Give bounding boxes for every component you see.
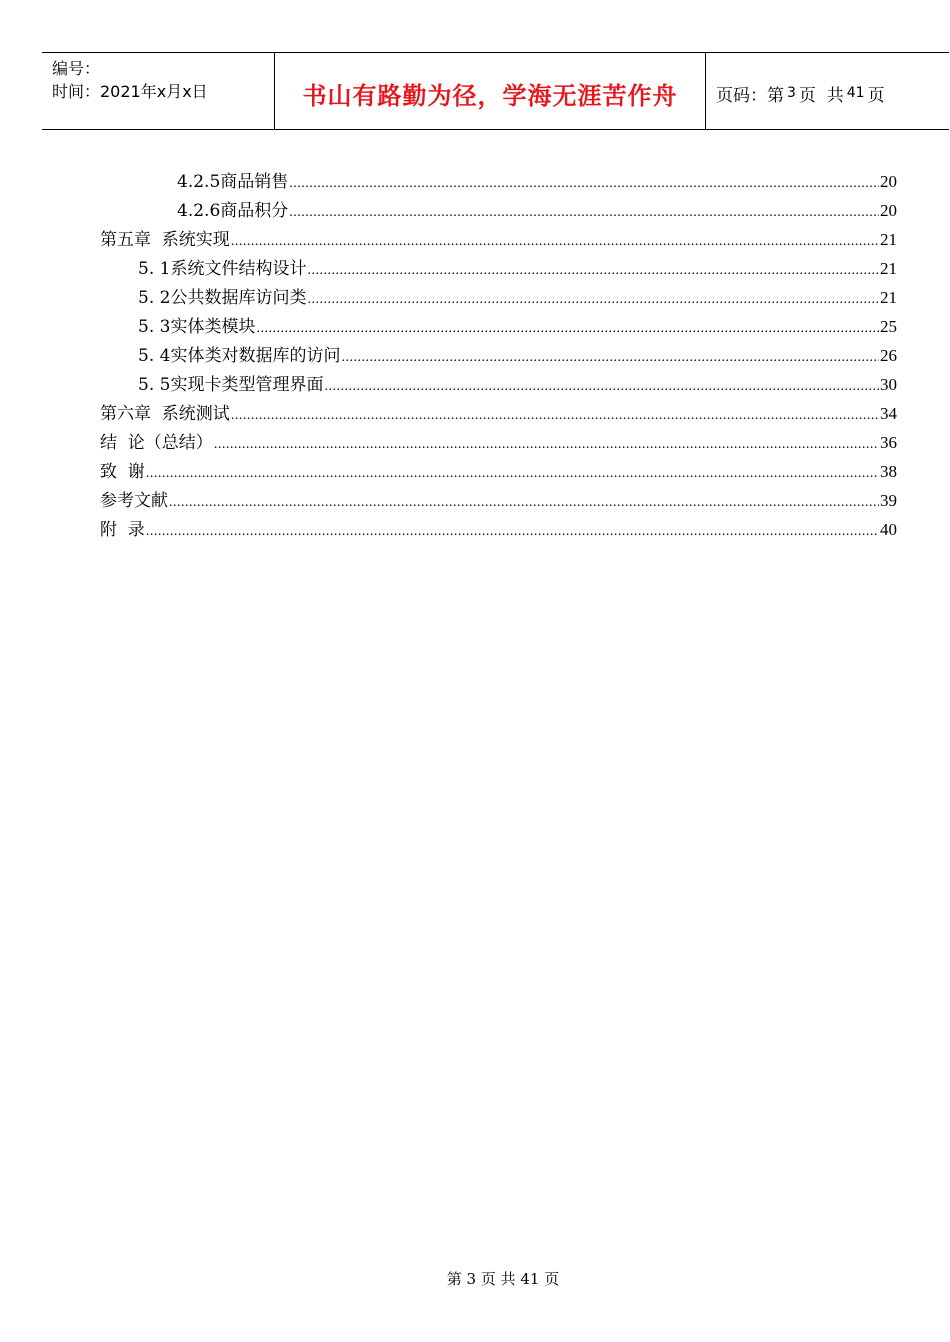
toc-dot-leader bbox=[307, 285, 879, 314]
toc-entry-page: 39 bbox=[880, 491, 897, 510]
toc-entry-page: 21 bbox=[880, 230, 897, 249]
toc-entry[interactable] bbox=[138, 370, 897, 399]
toc-entry-title: 4.2.5商品销售 bbox=[177, 172, 289, 192]
toc-entry[interactable] bbox=[100, 486, 897, 515]
toc-dot-leader bbox=[231, 401, 879, 430]
toc-dot-leader bbox=[341, 343, 879, 372]
toc-entry-title: 第五章 系统实现 bbox=[100, 230, 230, 250]
toc-entry[interactable] bbox=[100, 225, 897, 254]
toc-entry-page: 21 bbox=[880, 259, 897, 278]
toc-entry-page: 25 bbox=[880, 317, 897, 336]
toc-dot-leader bbox=[324, 372, 879, 401]
toc-dot-leader bbox=[256, 314, 879, 343]
page-middle: 页 共 bbox=[798, 85, 844, 106]
toc-entry-title: 第六章 系统测试 bbox=[100, 404, 230, 424]
page-header bbox=[42, 52, 949, 130]
toc-entry-title: 5. 3实体类模块 bbox=[138, 317, 256, 337]
toc-entry-page: 20 bbox=[880, 172, 897, 191]
toc-dot-leader bbox=[169, 488, 879, 517]
toc-entry-page: 34 bbox=[880, 404, 897, 423]
toc-entry-page: 30 bbox=[880, 375, 897, 394]
toc-entry[interactable] bbox=[177, 196, 897, 225]
toc-entry-title: 附 录 bbox=[100, 520, 145, 540]
toc-entry-title: 5. 1系统文件结构设计 bbox=[138, 259, 307, 279]
toc-entry-page: 38 bbox=[880, 462, 897, 481]
toc-entry-title: 5. 5实现卡类型管理界面 bbox=[138, 375, 324, 395]
toc-entry-page: 36 bbox=[880, 433, 897, 452]
toc-entry-title: 结 论（总结） bbox=[100, 433, 213, 453]
header-motto-cell bbox=[275, 53, 706, 129]
page-suffix: 页 bbox=[867, 85, 885, 106]
toc-entry-page: 26 bbox=[880, 346, 897, 365]
toc-dot-leader bbox=[146, 459, 879, 488]
toc-entry-page: 21 bbox=[880, 288, 897, 307]
toc-entry[interactable] bbox=[177, 167, 897, 196]
toc-entry[interactable] bbox=[100, 399, 897, 428]
toc-entry[interactable] bbox=[100, 457, 897, 486]
toc-entry[interactable] bbox=[100, 428, 897, 457]
toc-entry-title: 致 谢 bbox=[100, 462, 145, 482]
toc-entry-title: 5. 2公共数据库访问类 bbox=[138, 288, 307, 308]
toc-entry-title: 4.2.6商品积分 bbox=[177, 201, 289, 221]
toc-dot-leader bbox=[214, 430, 879, 459]
toc-entry[interactable] bbox=[100, 515, 897, 544]
toc-dot-leader bbox=[289, 169, 879, 198]
document-time-label: 时间：2021年x月x日 bbox=[52, 82, 208, 101]
toc-entry[interactable] bbox=[138, 254, 897, 283]
footer-page-number: 第 3 页 共 41 页 bbox=[446, 1270, 560, 1288]
header-page-cell bbox=[706, 53, 949, 129]
page-current: 3 bbox=[787, 85, 796, 101]
page-total: 41 bbox=[846, 85, 865, 101]
toc-entry[interactable] bbox=[138, 283, 897, 312]
page-prefix: 页码：第 bbox=[716, 85, 784, 106]
toc-entry[interactable] bbox=[138, 312, 897, 341]
document-id-label: 编号： bbox=[52, 59, 101, 78]
page-footer bbox=[0, 1268, 950, 1289]
toc-entry-page: 40 bbox=[880, 520, 897, 539]
header-info-cell bbox=[42, 53, 275, 129]
toc-entry-title: 5. 4实体类对数据库的访问 bbox=[138, 346, 341, 366]
toc-entry-page: 20 bbox=[880, 201, 897, 220]
toc-entry-title: 参考文献 bbox=[100, 491, 168, 511]
toc-dot-leader bbox=[289, 198, 879, 227]
toc-dot-leader bbox=[146, 517, 879, 546]
toc-dot-leader bbox=[231, 227, 879, 256]
toc-dot-leader bbox=[307, 256, 879, 285]
header-motto: 书山有路勤为径，学海无涯苦作舟 bbox=[302, 81, 678, 110]
toc-entry[interactable] bbox=[138, 341, 897, 370]
